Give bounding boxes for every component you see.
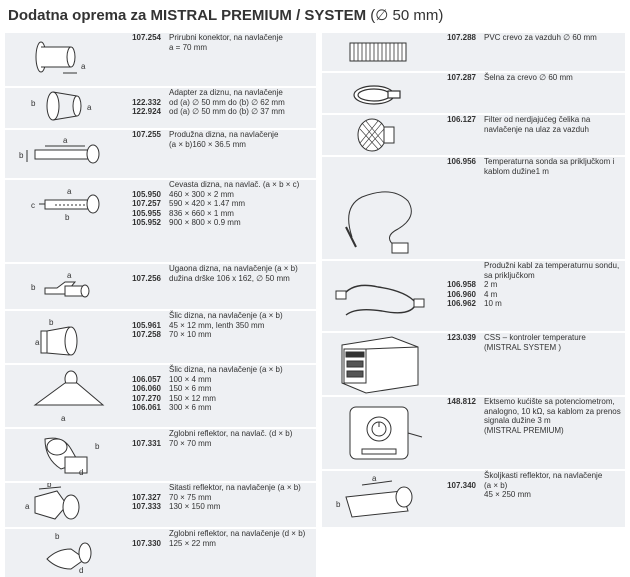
extension-cable-icon xyxy=(322,261,434,331)
joint-reflector-icon xyxy=(5,429,123,481)
extension-nozzle-icon xyxy=(5,130,123,178)
shell-reflector-icon xyxy=(322,471,434,527)
list-item: 107.287 Šelna za crevo ∅ 60 mm xyxy=(322,73,625,113)
svg-text:a: a xyxy=(67,187,72,196)
svg-text:a: a xyxy=(67,271,72,280)
list-item: b a 107.256 Ugaona dizna, na navlačenje (a × b) dužina drške 106 x 162, ∅ 50 mm xyxy=(5,264,316,309)
svg-text:b: b xyxy=(49,318,54,327)
page-title: Dodatna oprema za MISTRAL PREMIUM / SYSTEM (∅ 50 mm) xyxy=(8,7,444,24)
svg-text:d: d xyxy=(79,566,84,575)
mesh-reflector-icon xyxy=(5,483,123,527)
nozzle-adapter-icon xyxy=(5,88,123,128)
list-item: a 107.254 Prirubni konektor, na navlačenje a = 70 mm xyxy=(5,33,316,86)
list-item: 106.956 Temperaturna sonda sa priključkom i kablom dužine1 m xyxy=(322,157,625,259)
list-item: a 106.057 106.060 107.270 106.061 Šlic dizna, na navlačenje (a × b) 100 × 4 mm 150 × 6 mm 150 × 12 mm 300 × 6 mm xyxy=(5,365,316,427)
steel-filter-icon xyxy=(322,115,434,155)
svg-text:a: a xyxy=(63,136,68,145)
list-item: b d 107.331 Zglobni reflektor, na navlač. (d × b) 70 × 70 mm xyxy=(5,429,316,481)
svg-text:a: a xyxy=(61,414,66,423)
svg-text:a: a xyxy=(372,474,377,483)
svg-text:d: d xyxy=(79,468,84,477)
svg-text:b: b xyxy=(65,213,70,222)
list-item: a b 107.340 Školjkasti reflektor, na navlačenje (a × b) 45 × 250 mm xyxy=(322,471,625,527)
list-item: b a 107.255 Produžna dizna, na navlačenje (a × b)160 × 36.5 mm xyxy=(5,130,316,178)
svg-text:a: a xyxy=(25,502,30,511)
list-item: 148.812 Ektsemo kućište sa potenciometrom, analogno, 10 kΩ, sa kablom za prenos signala dužine 3 m (MISTRAL PREMIUM) xyxy=(322,397,625,469)
svg-text:b: b xyxy=(55,532,60,541)
joint-reflector-small-icon xyxy=(5,529,123,577)
angle-nozzle-icon xyxy=(5,264,123,309)
list-item: c a b 105.950 107.257 105.955 105.952 Cevasta dizna, na navlač. (a × b × c) 460 × 300 × 2 mm 590 × 420 × 1.47 mm 836 × 660 × 1 mm 900 × 800 × 0.9 mm xyxy=(5,180,316,262)
svg-text:b: b xyxy=(19,151,24,160)
svg-text:b: b xyxy=(95,442,100,451)
svg-text:a: a xyxy=(87,103,92,112)
list-item: b a 122.332 122.924 Adapter za diznu, na navlačenje od (a) ∅ 50 mm do (b) ∅ 62 mm od (a) ∅ 50 mm do (b) ∅ 37 mm xyxy=(5,88,316,128)
list-item: 123.039 CSS – kontroler temperature (MISTRAL SYSTEM ) xyxy=(322,333,625,395)
wide-slot-nozzle-icon xyxy=(5,365,123,427)
temperature-probe-icon xyxy=(322,157,434,259)
temperature-controller-icon xyxy=(322,333,434,395)
list-item: b a 105.961 107.258 Šlic dizna, na navlačenje (a × b) 45 × 12 mm, lenth 350 mm 70 × 10 mm xyxy=(5,311,316,363)
svg-text:b: b xyxy=(47,483,52,489)
list-item: 106.958 106.960 106.962 Produžni kabl za temperaturnu sondu, sa priključkom 2 m 4 m 10 m xyxy=(322,261,625,331)
hose-clamp-icon xyxy=(322,73,434,113)
list-item: 107.288 PVC crevo za vazduh ∅ 60 mm xyxy=(322,33,625,71)
svg-text:b: b xyxy=(31,283,36,292)
potentiometer-housing-icon xyxy=(322,397,434,469)
svg-text:b: b xyxy=(31,99,36,108)
list-item: 106.127 Filter od nerdjajućeg čelika na navlačenje na ulaz za vazduh xyxy=(322,115,625,155)
tube-nozzle-icon xyxy=(5,180,123,262)
svg-text:c: c xyxy=(31,201,35,210)
svg-text:a: a xyxy=(81,62,86,71)
flange-connector-icon xyxy=(5,33,123,86)
svg-text:b: b xyxy=(336,500,341,509)
pvc-hose-icon xyxy=(322,33,434,71)
list-item: b d 107.330 Zglobni reflektor, na navlačenje (d × b) 125 × 22 mm xyxy=(5,529,316,577)
svg-text:a: a xyxy=(35,338,40,347)
list-item: b a 107.327 107.333 Sitasti reflektor, na navlačenje (a × b) 70 × 75 mm 130 × 150 mm xyxy=(5,483,316,527)
slot-nozzle-icon xyxy=(5,311,123,363)
